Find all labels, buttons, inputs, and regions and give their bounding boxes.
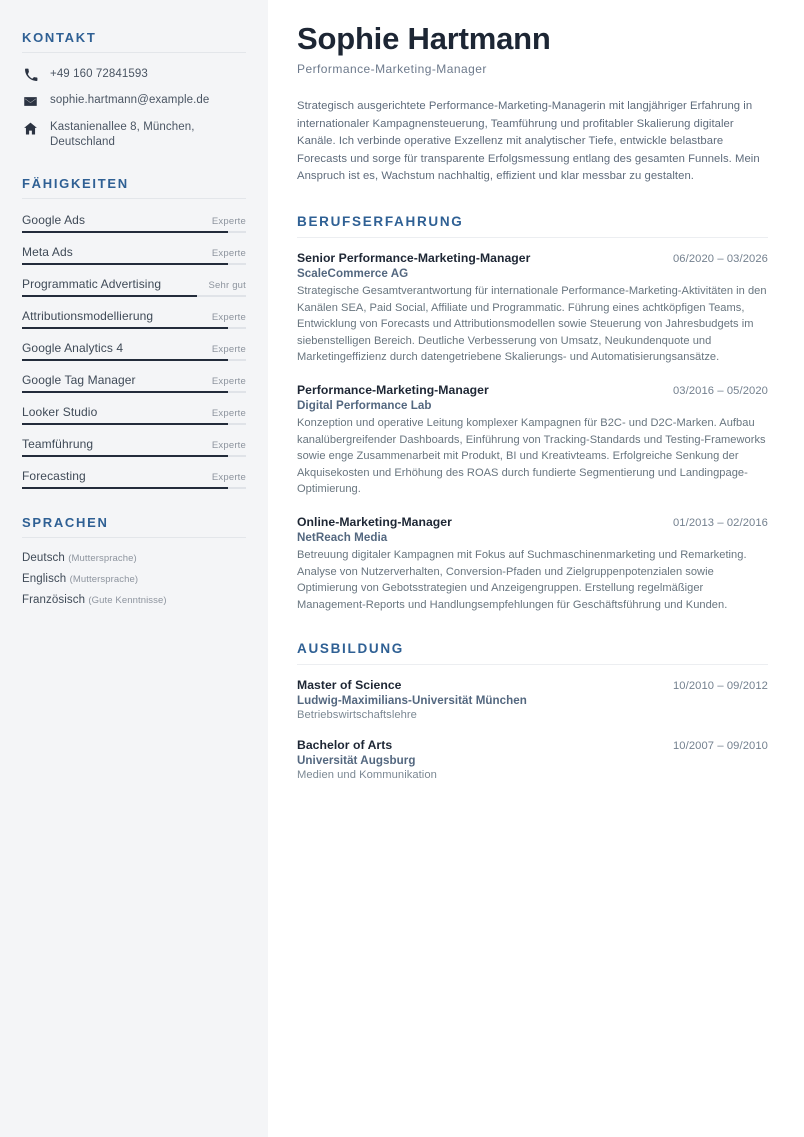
experience-section xyxy=(297,214,768,613)
skill-item xyxy=(22,341,246,361)
experience-entry-header xyxy=(297,251,768,265)
skills-divider xyxy=(22,198,246,199)
language-name: Englisch xyxy=(22,573,67,585)
skill-header xyxy=(22,437,246,455)
skill-header xyxy=(22,213,246,231)
language-level: (Muttersprache) xyxy=(68,553,137,564)
skill-level: Sehr gut xyxy=(208,280,246,291)
contact-list xyxy=(22,67,246,150)
page-title: Sophie Hartmann xyxy=(297,21,551,56)
experience-entry xyxy=(297,383,768,498)
contact-heading: KONTAKT xyxy=(22,30,97,45)
language-item xyxy=(22,573,246,585)
experience-date-range: 03/2016 – 05/2020 xyxy=(672,385,768,398)
experience-entry-header xyxy=(297,383,768,397)
skill-item xyxy=(22,373,246,393)
skill-bar-track xyxy=(22,423,246,425)
education-list xyxy=(297,678,768,781)
experience-job-title: Performance-Marketing-Manager xyxy=(297,383,489,398)
experience-entry-header xyxy=(297,515,768,529)
skill-bar-fill xyxy=(22,455,228,457)
experience-description: Strategische Gesamtverantwortung für internationale Performance-Marketing-Aktivitäten in den Kanälen SEA, Paid Social, Affiliate und Programmatic. Führung eines achtköpfigen Teams, Entwicklung von Forecasts und Attributionsmodellen sowie Steuerung von Jahresbudgets im siebenstelligen Bereich. Deutliche Verbesserung von Umsatz, Neukundenquote und Marketingeffizienz durch datengetriebene Skalierungs- und Automatisierungsansätze. xyxy=(297,285,767,364)
skill-bar-track xyxy=(22,487,246,489)
experience-entry xyxy=(297,515,768,613)
contact-item-text: Kastanienallee 8, München, Deutschland xyxy=(50,121,195,148)
skill-bar-track xyxy=(22,231,246,233)
experience-company: Digital Performance Lab xyxy=(297,399,432,413)
education-date-range: 10/2007 – 09/2010 xyxy=(672,740,768,753)
skill-header xyxy=(22,469,246,487)
skill-header xyxy=(22,405,246,423)
skill-item xyxy=(22,405,246,425)
experience-company: ScaleCommerce AG xyxy=(297,267,409,281)
envelope-icon xyxy=(22,93,39,109)
contact-item-text: sophie.hartmann@example.de xyxy=(50,94,210,106)
skill-bar-fill xyxy=(22,295,197,297)
skill-bar-fill xyxy=(22,263,228,265)
education-degree: Bachelor of Arts xyxy=(297,738,393,753)
experience-heading: BERUFSERFAHRUNG xyxy=(297,214,464,230)
experience-job-title: Senior Performance-Marketing-Manager xyxy=(297,251,531,266)
skill-bar-track xyxy=(22,295,246,297)
education-entry xyxy=(297,738,768,781)
experience-date-range: 01/2013 – 02/2016 xyxy=(672,517,768,529)
skill-level: Experte xyxy=(211,472,246,483)
job-title-subtitle: Performance-Marketing-Manager xyxy=(297,62,487,77)
skill-bar-fill xyxy=(22,231,228,233)
skill-level: Experte xyxy=(211,440,246,451)
skill-bar-track xyxy=(22,327,246,329)
contact-item[interactable] xyxy=(22,67,246,82)
education-field-of-study: Medien und Kommunikation xyxy=(297,769,437,782)
languages-section xyxy=(22,515,246,606)
education-section xyxy=(297,641,768,781)
language-name: Deutsch xyxy=(22,552,65,564)
skill-bar-track xyxy=(22,455,246,457)
contact-section xyxy=(22,30,246,150)
education-date-range: 10/2010 – 09/2012 xyxy=(672,680,768,693)
skill-header xyxy=(22,373,246,391)
education-entry-header xyxy=(297,738,768,752)
skill-header xyxy=(22,341,246,359)
contact-divider xyxy=(22,52,246,53)
experience-description: Konzeption und operative Leitung komplexer Kampagnen für B2C- und D2C-Marken. Aufbau kanalübergreifender Dashboards, Einführung von Tracking-Standards und Testing-Frameworks sowie enge Zusammenarbeit mit Produkt, BI und Kreativteams. Erfolgreiche Senkung der Akquisekosten und Erhöhung des ROAS durch fundierte Segmentierung und Landingpage-Optimierung. xyxy=(297,417,766,496)
skill-header xyxy=(22,309,246,327)
profile-summary: Strategisch ausgerichtete Performance-Marketing-Managerin mit langjähriger Erfahrung in internationaler Kampagnensteuerung, Teamführung und profitabler Skalierung digitaler Kanäle. Ich verbinde operative Exzellenz mit analytischer Tiefe, entwickle belastbare Forecasts und sorge für transparente Erfolgsmessung entlang des gesamten Funnels. Mein Anspruch ist es, Wachstum nachhaltig, effizient und klar messbar zu gestalten. xyxy=(297,100,760,183)
languages-list xyxy=(22,552,246,606)
skill-name: Teamführung xyxy=(22,437,94,451)
skill-bar-fill xyxy=(22,359,228,361)
skill-name: Forecasting xyxy=(22,469,86,483)
skill-name: Google Ads xyxy=(22,213,86,227)
phone-icon xyxy=(22,67,39,82)
education-heading: AUSBILDUNG xyxy=(297,641,404,657)
skill-name: Attributionsmodellierung xyxy=(22,309,154,323)
education-field-of-study: Betriebswirtschaftslehre xyxy=(297,709,417,722)
skills-heading: FÄHIGKEITEN xyxy=(22,176,129,191)
skill-level: Experte xyxy=(211,216,246,227)
experience-company: NetReach Media xyxy=(297,531,388,544)
skill-header xyxy=(22,245,246,263)
education-degree: Master of Science xyxy=(297,678,402,693)
education-institution: Ludwig-Maximilians-Universität München xyxy=(297,694,527,708)
skill-level: Experte xyxy=(211,408,246,419)
experience-entry xyxy=(297,251,768,366)
experience-date-range: 06/2020 – 03/2026 xyxy=(672,253,768,266)
skill-level: Experte xyxy=(211,248,246,259)
skill-name: Looker Studio xyxy=(22,405,98,419)
skill-bar-track xyxy=(22,359,246,361)
main-content xyxy=(268,0,804,1137)
sidebar xyxy=(0,0,268,1137)
skill-level: Experte xyxy=(211,376,246,387)
language-level: (Gute Kenntnisse) xyxy=(88,595,167,606)
skill-item xyxy=(22,245,246,265)
languages-divider xyxy=(22,537,246,538)
skill-bar-fill xyxy=(22,487,228,489)
contact-item-text: +49 160 72841593 xyxy=(50,68,148,80)
skill-bar-track xyxy=(22,391,246,393)
experience-job-title: Online-Marketing-Manager xyxy=(297,515,452,529)
education-entry-header xyxy=(297,678,768,692)
skill-bar-track xyxy=(22,263,246,265)
home-icon xyxy=(22,120,39,136)
education-entry xyxy=(297,678,768,721)
language-item xyxy=(22,552,246,564)
skill-level: Experte xyxy=(211,344,246,355)
skills-list xyxy=(22,213,246,489)
education-institution: Universität Augsburg xyxy=(297,754,416,768)
skill-bar-fill xyxy=(22,327,228,329)
experience-divider xyxy=(297,237,768,238)
education-divider xyxy=(297,664,768,665)
contact-item[interactable] xyxy=(22,120,246,150)
skill-item xyxy=(22,437,246,457)
skill-header xyxy=(22,277,246,295)
skill-name: Google Tag Manager xyxy=(22,373,136,387)
languages-heading: SPRACHEN xyxy=(22,515,109,530)
language-item xyxy=(22,594,246,606)
contact-item[interactable] xyxy=(22,93,246,109)
skill-name: Google Analytics 4 xyxy=(22,341,124,355)
skill-name: Meta Ads xyxy=(22,245,73,259)
skill-item xyxy=(22,213,246,233)
skill-item xyxy=(22,277,246,297)
skill-item xyxy=(22,309,246,329)
skill-bar-fill xyxy=(22,391,228,393)
skill-bar-fill xyxy=(22,423,228,425)
skill-item xyxy=(22,469,246,489)
language-name: Französisch xyxy=(22,594,86,606)
experience-description: Betreuung digitaler Kampagnen mit Fokus auf Suchmaschinenmarketing und Remarketing. Analyse von Nutzerverhalten, Conversion-Pfaden und Zielgruppenpotenzialen sowie Optimierung von Gebotsstrategien und Anzeigengruppen. Erstellung regelmäßiger Management-Reports und Handlungsempfehlungen für Geschäftsführung und Kunden. xyxy=(297,549,747,611)
experience-list xyxy=(297,251,768,613)
language-level: (Muttersprache) xyxy=(69,574,139,585)
skills-section xyxy=(22,176,246,489)
skill-name: Programmatic Advertising xyxy=(22,277,162,291)
skill-level: Experte xyxy=(211,312,246,323)
